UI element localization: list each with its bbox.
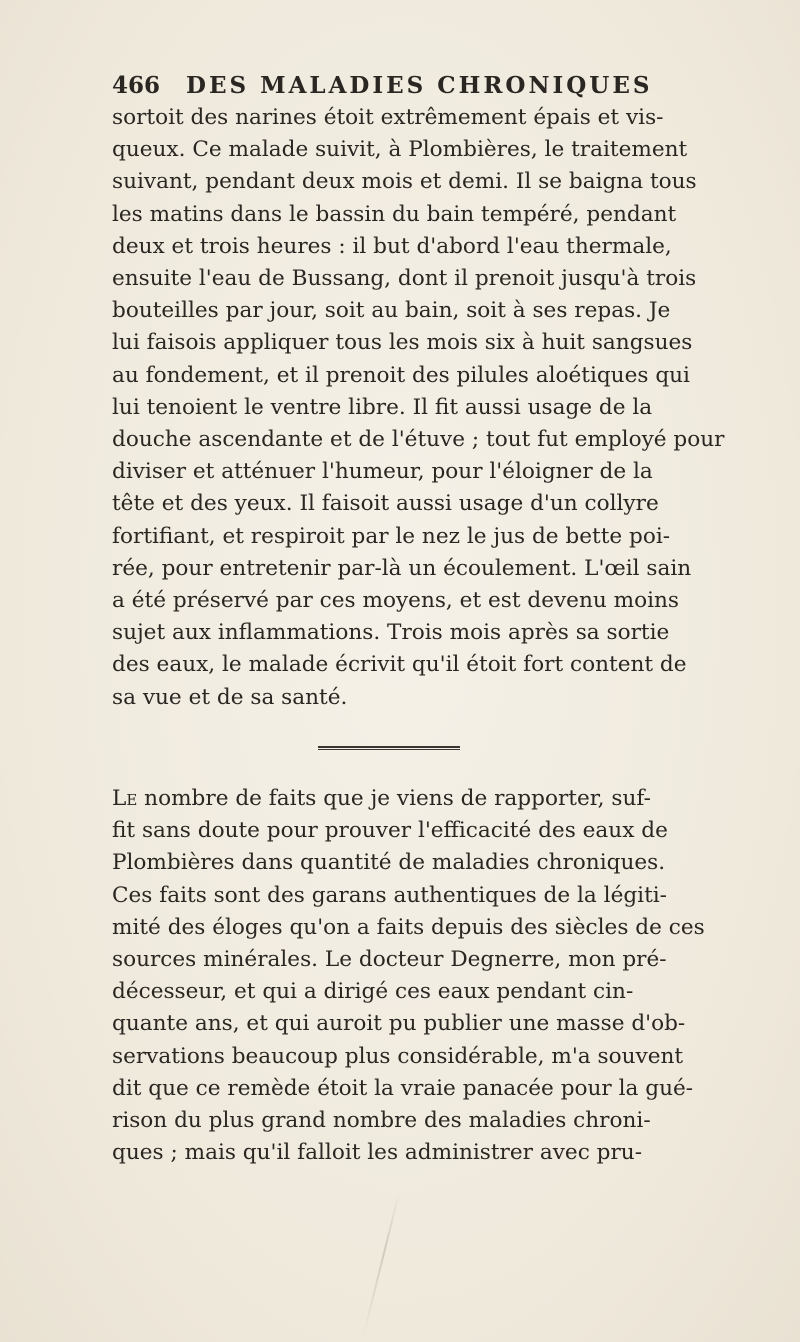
paragraph-new	[112, 783, 705, 1169]
text-line: quante ans, et qui auroit pu publier une masse d'ob-	[112, 1011, 686, 1037]
text-line: Plombières dans quantité de maladies chroniques.	[112, 850, 666, 876]
first-line-text: nombre de faits que je viens de rapporter, suf-	[137, 786, 651, 811]
text-line: bouteilles par jour, soit au bain, soit à ses repas. Je	[112, 298, 671, 324]
initial-word: Le	[112, 786, 138, 811]
running-title: DES MALADIES CHRONIQUES	[186, 72, 653, 99]
text-line	[112, 783, 651, 815]
text-line: tête et des yeux. Il faisoit aussi usage d'un collyre	[112, 491, 659, 517]
text-line: deux et trois heures : il but d'abord l'eau thermale,	[112, 233, 672, 259]
text-line: a été préservé par ces moyens, et est devenu moins	[112, 588, 680, 614]
text-line: au fondement, et il prenoit des pilules aloétiques qui	[112, 362, 690, 388]
text-line: douche ascendante et de l'étuve ; tout fut employé pour	[112, 427, 725, 453]
text-line: rison du plus grand nombre des maladies chroni-	[112, 1108, 651, 1134]
text-line: rée, pour entretenir par-là un écoulement. L'œil sain	[112, 555, 692, 581]
text-line: servations beaucoup plus considérable, m'a souvent	[112, 1043, 684, 1069]
text-line: Ces faits sont des garans authentiques de la légiti-	[112, 882, 667, 908]
text-line: mité des éloges qu'on a faits depuis des siècles de ces	[112, 914, 705, 940]
page-number: 466	[112, 72, 161, 99]
text-line: décesseur, et qui a dirigé ces eaux pendant cin-	[112, 979, 634, 1005]
text-line: dit que ce remède étoit la vraie panacée pour la gué-	[112, 1075, 694, 1101]
text-line: sujet aux inflammations. Trois mois après sa sortie	[112, 620, 670, 646]
text-line: ques ; mais qu'il falloit les administrer avec pru-	[112, 1140, 642, 1166]
paper-crease	[362, 1192, 400, 1338]
text-line: diviser et atténuer l'humeur, pour l'éloigner de la	[112, 459, 653, 485]
text-line: sa vue et de sa santé.	[112, 684, 348, 710]
text-line: lui tenoient le ventre libre. Il fit aussi usage de la	[112, 394, 653, 420]
text-line: lui faisois appliquer tous les mois six à huit sangsues	[112, 330, 693, 356]
text-line: les matins dans le bassin du bain tempéré, pendant	[112, 201, 677, 227]
text-line: sources minérales. Le docteur Degnerre, mon pré-	[112, 947, 667, 973]
section-divider	[318, 746, 460, 750]
text-line: suivant, pendant deux mois et demi. Il se baigna tous	[112, 169, 697, 195]
text-line: des eaux, le malade écrivit qu'il étoit fort content de	[112, 652, 687, 678]
text-line: sortoit des narines étoit extrêmement épais et vis-	[112, 105, 664, 130]
text-line: fit sans doute pour prouver l'efficacité des eaux de	[112, 818, 668, 844]
text-line: ensuite l'eau de Bussang, dont il prenoit jusqu'à trois	[112, 266, 697, 292]
paragraph-continued	[112, 102, 725, 714]
text-line: queux. Ce malade suivit, à Plombières, le traitement	[112, 137, 688, 163]
text-line: fortifiant, et respiroit par le nez le jus de bette poi-	[112, 523, 671, 549]
page-header	[112, 72, 653, 99]
